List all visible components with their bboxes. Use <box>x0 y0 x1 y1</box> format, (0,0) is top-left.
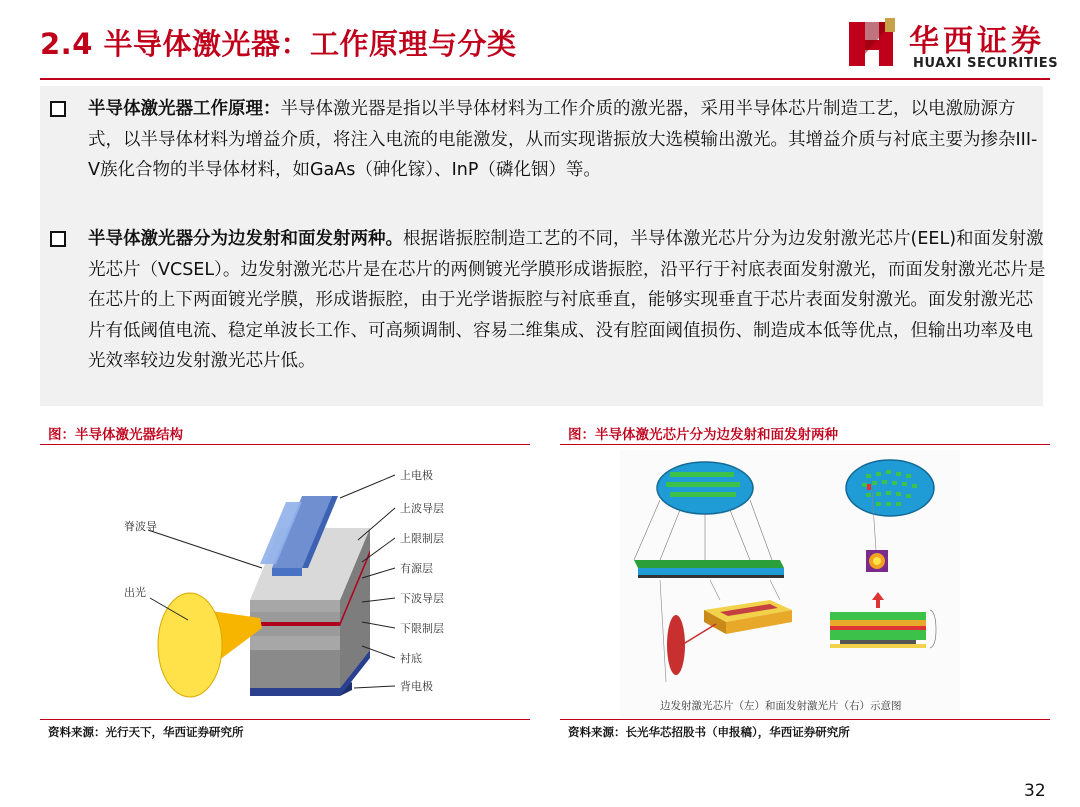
source-left: 资料来源：光行天下，华西证券研究所 <box>48 725 244 739</box>
bullet-body: 半导体激光器是指以半导体材料为工作介质的激光器，采用半导体芯片制造工艺，以电激励源方式，以半导体材料为增益介质，将注入电流的电能激发，从而实现谐振放大选模输出激光。其增益介质与衬底主要为掺杂III-V族化合物的半导体材料，如GaAs（砷化镓）、InP（磷化铟）等。 <box>88 99 1038 180</box>
laser-structure-figure <box>40 450 530 715</box>
label-lower-guide: 下波导层 <box>400 592 444 605</box>
page-title: 2.4 半导体激光器：工作原理与分类 <box>40 27 517 61</box>
source-divider-left <box>40 719 530 720</box>
layer-stack <box>250 496 370 696</box>
huaxi-logo-icon <box>845 14 905 74</box>
eel-wafer <box>657 462 753 514</box>
bullet-text <box>88 224 1048 377</box>
vcsel-wafer <box>846 460 934 516</box>
company-logo <box>845 14 1060 76</box>
eel-vcsel-diagram <box>620 450 960 690</box>
bullet-text <box>88 94 1048 186</box>
emitted-light <box>158 593 262 697</box>
vcsel-chip <box>830 592 936 648</box>
square-bullet-icon <box>50 231 66 247</box>
laser-structure-diagram <box>40 450 530 715</box>
label-upper-cladding: 上限制层 <box>400 532 444 545</box>
caption-divider-left <box>40 444 530 445</box>
page-number: 32 <box>1024 781 1046 801</box>
label-back-electrode: 背电极 <box>400 680 433 693</box>
bullet-body: 根据谐振腔制造工艺的不同，半导体激光芯片分为边发射激光芯片(EEL)和面发射激光芯片（VCSEL）。边发射激光芯片是在芯片的两侧镀光学膜形成谐振腔，沿平行于衬底表面发射激光，而面发射激光芯片是在芯片的上下两面镀光学膜，形成谐振腔，由于光学谐振腔与衬底垂直，能够实现垂直于芯片表面发射激光。面发射激光芯片有低阈值电流、稳定单波长工作、可高频调制、容易二维集成、没有腔面阈值损伤、制造成本低等优点，但输出功率及电光效率较边发射激光芯片低。 <box>88 229 1046 371</box>
square-bullet-icon <box>50 101 66 117</box>
label-upper-guide: 上波导层 <box>400 502 444 515</box>
diagram-inner-caption: 边发射激光芯片（左）和面发射激光片（右）示意图 <box>660 700 902 712</box>
logo-english-name: HUAXI SECURITIES <box>913 56 1059 71</box>
label-substrate: 衬底 <box>400 652 422 665</box>
label-top-electrode: 上电极 <box>400 469 433 482</box>
label-ridge-waveguide: 脊波导 <box>124 520 157 533</box>
eel-bar <box>634 560 784 578</box>
label-active-layer: 有源层 <box>400 562 433 575</box>
bullet-heading: 半导体激光器工作原理： <box>88 99 281 119</box>
figure-caption-right: 图：半导体激光芯片分为边发射和面发射两种 <box>568 427 838 443</box>
bullet-heading: 半导体激光器分为边发射和面发射两种。 <box>88 229 403 249</box>
source-right: 资料来源：长光华芯招股书（申报稿），华西证券研究所 <box>568 725 850 739</box>
text-panel <box>40 86 1046 406</box>
caption-divider-right <box>560 444 1050 445</box>
label-light-output: 出光 <box>124 586 146 599</box>
figure-caption-left: 图：半导体激光器结构 <box>48 427 183 443</box>
logo-chinese-name: 华西证券 <box>909 24 1045 59</box>
eel-chip <box>667 600 792 675</box>
source-divider-right <box>560 719 1050 720</box>
eel-vcsel-figure <box>620 450 960 718</box>
title-divider <box>40 78 1050 80</box>
label-lower-cladding: 下限制层 <box>400 622 444 635</box>
vcsel-beam-spot <box>866 550 888 572</box>
